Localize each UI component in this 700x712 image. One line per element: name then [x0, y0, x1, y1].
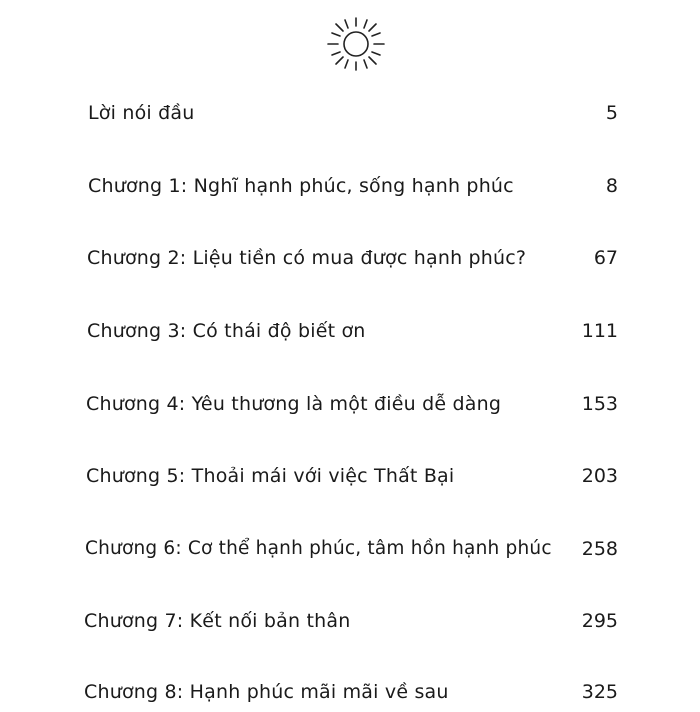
- toc-entry-title: Chương 8: Hạnh phúc mãi mãi về sau: [84, 681, 449, 703]
- toc-entry-title: Chương 3: Có thái độ biết ơn: [87, 320, 366, 342]
- toc-entry: [0, 601, 700, 641]
- toc-entry-page: 111: [581, 320, 618, 342]
- toc-entry-page: 153: [581, 393, 618, 415]
- toc-entry-page: 325: [581, 681, 618, 703]
- toc-entry: [0, 166, 700, 206]
- toc-entry: [0, 529, 700, 569]
- toc-entry-title: Lời nói đầu: [88, 102, 195, 124]
- toc-entry-title: Chương 7: Kết nối bản thân: [84, 610, 351, 632]
- toc-entry-page: 258: [581, 538, 618, 560]
- toc-entry-title: Chương 4: Yêu thương là một điều dễ dàng: [86, 393, 502, 415]
- toc-entry-title: Chương 5: Thoải mái với việc Thất Bại: [86, 465, 455, 487]
- toc-entry: [0, 672, 700, 712]
- toc-entry: [0, 311, 700, 351]
- toc-entry-page: 8: [605, 175, 618, 197]
- toc-entry: [0, 93, 700, 133]
- toc-entry-page: 295: [581, 610, 618, 632]
- toc-entry-page: 5: [605, 102, 618, 124]
- toc-entry: [0, 238, 700, 278]
- toc-entry-title: Chương 1: Nghĩ hạnh phúc, sống hạnh phúc: [88, 175, 514, 197]
- toc-entry-title: Chương 2: Liệu tiền có mua được hạnh phúc?: [87, 247, 527, 269]
- toc-entry-title: Chương 6: Cơ thể hạnh phúc, tâm hồn hạnh phúc: [85, 538, 552, 559]
- toc-entry: [0, 456, 700, 496]
- toc-entry-page: 203: [581, 465, 618, 487]
- toc-entry: [0, 384, 700, 424]
- toc-entry-page: 67: [593, 247, 618, 269]
